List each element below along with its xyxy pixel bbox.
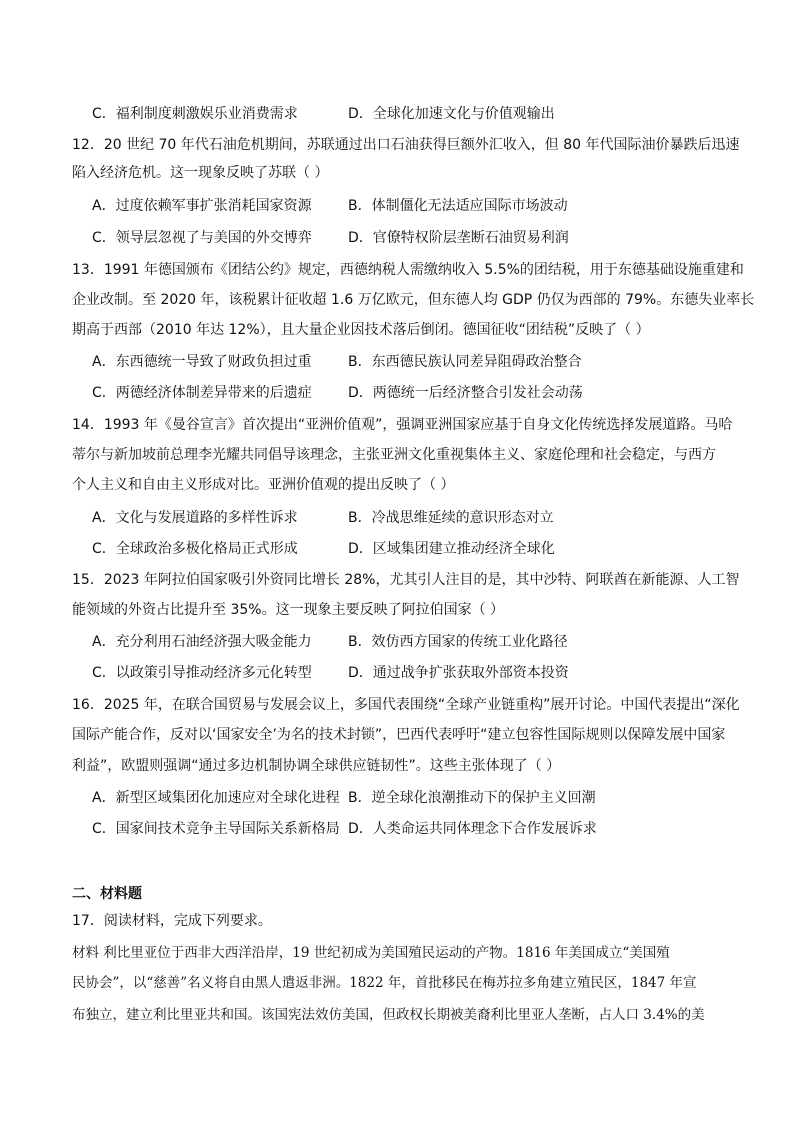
q15-option-c: C．以政策引导推动经济多元化转型 — [92, 665, 312, 681]
q13-stem-line-2: 企业改制。至 2020 年，该税累计征收超 1.6 万亿欧元，但东德人均 GDP 仍仅为西部的 79%。东德失业率长 — [72, 292, 755, 308]
q15-option-d: D．通过战争扩张获取外部资本投资 — [348, 665, 569, 681]
q16-stem-line-1: 16．2025 年，在联合国贸易与发展会议上，多国代表围绕“全球产业链重构”展开讨论。中国代表提出“深化 — [72, 697, 740, 713]
q13-option-c: C．两德经济体制差异带来的后遗症 — [92, 385, 312, 401]
q14-stem-line-2: 蒂尔与新加坡前总理李光耀共同倡导该理念，主张亚洲文化重视集体主义、家庭伦理和社会稳定，与西方 — [72, 447, 716, 463]
q15-option-b: B．效仿西方国家的传统工业化路径 — [348, 634, 568, 650]
q12-stem-line-1: 12．20 世纪 70 年代石油危机期间，苏联通过出口石油获得巨额外汇收入，但 80 年代国际油价暴跌后迅速 — [72, 137, 740, 153]
q11-option-c: C．福利制度刺激娱乐业消费需求 — [92, 106, 298, 122]
q14-option-d: D．区域集团建立推动经济全球化 — [348, 541, 555, 557]
q13-option-a: A．东西德统一导致了财政负担过重 — [92, 354, 312, 370]
q16-stem-line-3: 利益”，欧盟则强调“通过多边机制协调全球供应链韧性”。这些主张体现了（ ） — [72, 758, 561, 774]
q12-option-b: B．体制僵化无法适应国际市场波动 — [348, 198, 568, 214]
q16-stem-line-2: 国际产能合作，反对以‘国家安全’为名的技术封锁”，巴西代表呼吁“建立包容性国际规则以保障发展中国家 — [72, 727, 726, 743]
q16-option-b: B．逆全球化浪潮推动下的保护主义回潮 — [348, 790, 596, 806]
q15-stem-line-2: 能领域的外资占比提升至 35%。这一现象主要反映了阿拉伯国家（ ） — [72, 602, 505, 618]
q14-stem-line-1: 14．1993 年《曼谷宣言》首次提出“亚洲价值观”，强调亚洲国家应基于自身文化传统选择发展道路。马哈 — [72, 417, 733, 433]
q13-option-d: D．两德统一后经济整合引发社会动荡 — [348, 385, 583, 401]
q15-option-a: A．充分利用石油经济强大吸金能力 — [92, 634, 312, 650]
q12-stem-line-2: 陷入经济危机。这一现象反映了苏联（ ） — [72, 165, 329, 181]
q17-stem: 17．阅读材料，完成下列要求。 — [72, 913, 272, 929]
q15-stem-line-1: 15．2023 年阿拉伯国家吸引外资同比增长 28%，尤其引人注目的是，其中沙特、阿联酋在新能源、人工智 — [72, 572, 740, 588]
q14-option-a: A．文化与发展道路的多样性诉求 — [92, 510, 298, 526]
q12-option-c: C．领导层忽视了与美国的外交博弈 — [92, 230, 312, 246]
q17-material-line-2: 民协会”，以“慈善”名义将自由黑人遣返非洲。1822 年，首批移民在梅苏拉多角建立殖民区，1847 年宣 — [72, 975, 697, 991]
section-heading: 二、材料题 — [72, 886, 142, 902]
q12-option-d: D．官僚特权阶层垄断石油贸易利润 — [348, 230, 569, 246]
q16-option-a: A．新型区域集团化加速应对全球化进程 — [92, 790, 340, 806]
q16-option-c: C．国家间技术竞争主导国际关系新格局 — [92, 821, 340, 837]
q14-option-b: B．冷战思维延续的意识形态对立 — [348, 510, 554, 526]
q13-option-b: B．东西德民族认同差异阻碍政治整合 — [348, 354, 582, 370]
q13-stem-line-1: 13．1991 年德国颁布《团结公约》规定，西德纳税人需缴纳收入 5.5%的团结税，用于东德基础设施重建和 — [72, 262, 744, 278]
q14-stem-line-3: 个人主义和自由主义形成对比。亚洲价值观的提出反映了（ ） — [72, 477, 455, 493]
q11-option-d: D．全球化加速文化与价值观输出 — [348, 106, 555, 122]
q17-material-line-3: 布独立，建立利比里亚共和国。该国宪法效仿美国，但政权长期被美裔利比里亚人垄断，占人口 3.4%的美 — [72, 1007, 705, 1023]
q13-stem-line-3: 期高于西部（2010 年达 12%），且大量企业因技术落后倒闭。德国征收“团结税”反映了（ ） — [72, 322, 650, 338]
q17-material-line-1: 材料 利比里亚位于西非大西洋沿岸，19 世纪初成为美国殖民运动的产物。1816 年美国成立“美国殖 — [72, 945, 670, 961]
q16-option-d: D．人类命运共同体理念下合作发展诉求 — [348, 821, 597, 837]
q14-option-c: C．全球政治多极化格局正式形成 — [92, 541, 298, 557]
q12-option-a: A．过度依赖军事扩张消耗国家资源 — [92, 198, 312, 214]
